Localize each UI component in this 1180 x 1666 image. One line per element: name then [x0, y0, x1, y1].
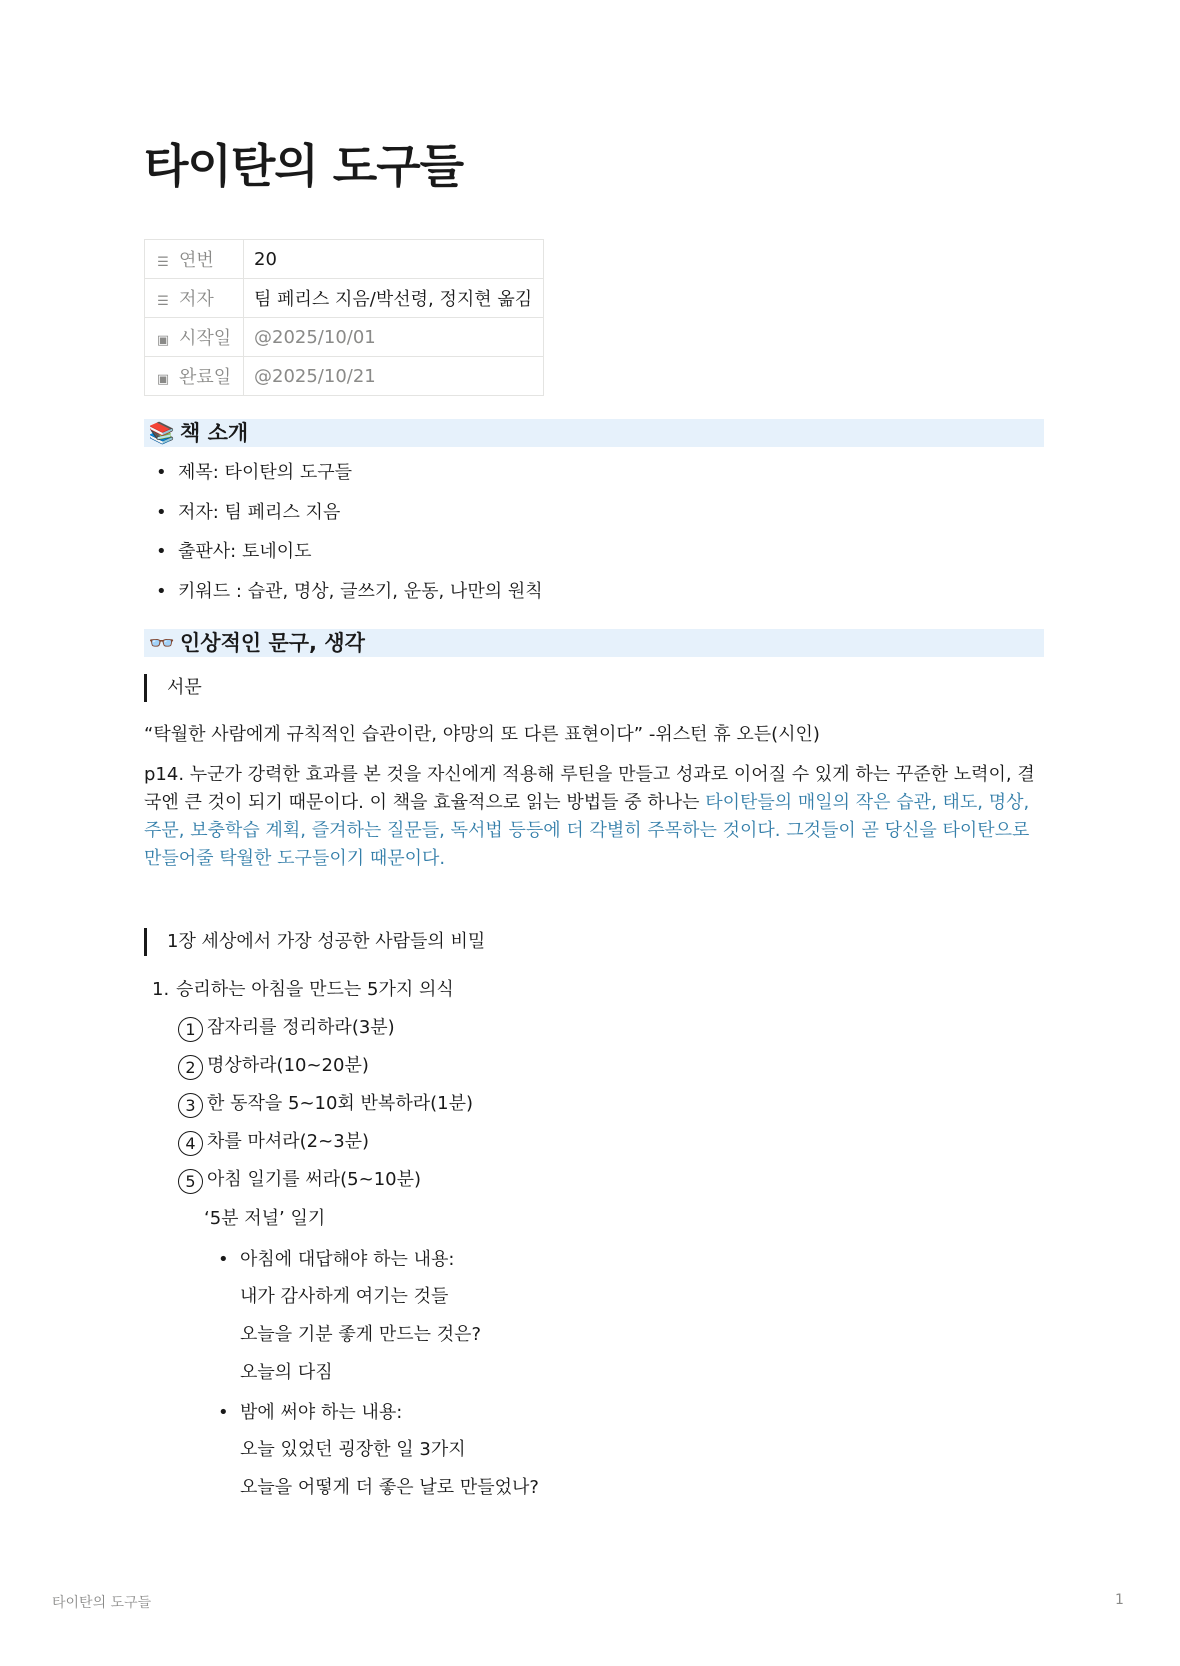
property-row: ☰ 연번 20 [145, 240, 544, 279]
property-row: ☰ 저자 팀 페리스 지음/박선령, 정지현 옮김 [145, 279, 544, 318]
circled-number: 4 [178, 1131, 203, 1156]
list-item: • 키워드 : 습관, 명상, 글쓰기, 운동, 나만의 원칙 [144, 578, 543, 618]
footer-page-number: 1 [1115, 1592, 1124, 1608]
circled-number: 5 [178, 1169, 203, 1194]
books-emoji-icon: 📚 [148, 421, 176, 445]
calendar-icon: ▣ [156, 333, 170, 348]
circled-number: 3 [178, 1093, 203, 1118]
quote-block: 서문 [144, 674, 202, 702]
paragraph: p14. 누군가 강력한 효과를 본 것을 자신에게 적용해 루틴을 만들고 성과로 이어질 수 있게 하는 꾸준한 노력이, 결국엔 큰 것이 되기 때문이다. 이 책을 효율적으로 읽는 방법들 중 하나는 타이탄들의 매일의 작은 습관, 태도, 명상, 주문, 보충학습 계획, 즐겨하는 질문들, 독서법 등등에 더 각별히 주목하는 것이다. 그것들이 곧 당신을 타이탄으로 만들어줄 탁월한 도구들이기 때문이다. [144, 764, 1035, 869]
section-heading-book-intro: 📚 책 소개 [144, 419, 1044, 447]
list-line: 오늘을 기분 좋게 만드는 것은? [240, 1324, 482, 1345]
text-lines-icon: ☰ [157, 255, 169, 270]
quote-block: 1장 세상에서 가장 성공한 사람들의 비밀 [144, 928, 485, 956]
book-info-list [144, 459, 543, 618]
calendar-icon: ▣ [156, 372, 170, 387]
journal-title: ‘5분 저널’ 일기 [204, 1208, 326, 1229]
properties-table [144, 239, 544, 396]
list-line: 오늘의 다짐 [240, 1362, 333, 1383]
text-lines-icon: ☰ [157, 294, 169, 309]
circled-number: 1 [178, 1017, 203, 1042]
list-item: • 저자: 팀 페리스 지음 [144, 499, 543, 539]
list-item: • 출판사: 토네이도 [144, 538, 543, 578]
glasses-emoji-icon: 👓 [148, 631, 176, 655]
list-item: • 아침에 대답해야 하는 내용: [218, 1246, 455, 1274]
ritual-item: 2 명상하라(10~20분) [178, 1052, 369, 1082]
circled-number: 2 [178, 1055, 203, 1080]
epigraph: “탁월한 사람에게 규칙적인 습관이란, 야망의 또 다른 표현이다” -위스턴 휴 오든(시인) [144, 724, 820, 745]
list-item: • 밤에 써야 하는 내용: [218, 1399, 402, 1427]
section-heading-quotes: 👓 인상적인 문구, 생각 [144, 629, 1044, 657]
highlighted-text: 타이탄들의 매일의 작은 습관, 태도, 명상, 주문, 보충학습 계획, 즐겨하는 질문들, 독서법 등등에 더 각별히 주목하는 것이다. 그것들이 곧 당신을 타이탄으로 만들어줄 탁월한 도구들이기 때문이다. [144, 792, 1030, 869]
list-line: 내가 감사하게 여기는 것들 [240, 1286, 449, 1307]
list-line: 오늘 있었던 굉장한 일 3가지 [240, 1439, 466, 1460]
page-title: 타이탄의 도구들 [144, 139, 464, 193]
list-line: 오늘을 어떻게 더 좋은 날로 만들었나? [240, 1477, 539, 1498]
ritual-item: 5 아침 일기를 써라(5~10분) [178, 1166, 421, 1196]
footer-title: 타이탄의 도구들 [52, 1595, 152, 1611]
ritual-item: 1 잠자리를 정리하라(3분) [178, 1014, 395, 1044]
ritual-item: 4 차를 마셔라(2~3분) [178, 1128, 369, 1158]
ritual-item: 3 한 동작을 5~10회 반복하라(1분) [178, 1090, 473, 1120]
property-row: ▣ 시작일 @2025/10/01 [145, 318, 544, 357]
numbered-list-item: 1. 승리하는 아침을 만드는 5가지 의식 [152, 979, 454, 1000]
list-item: • 제목: 타이탄의 도구들 [144, 459, 543, 499]
property-row: ▣ 완료일 @2025/10/21 [145, 357, 544, 396]
